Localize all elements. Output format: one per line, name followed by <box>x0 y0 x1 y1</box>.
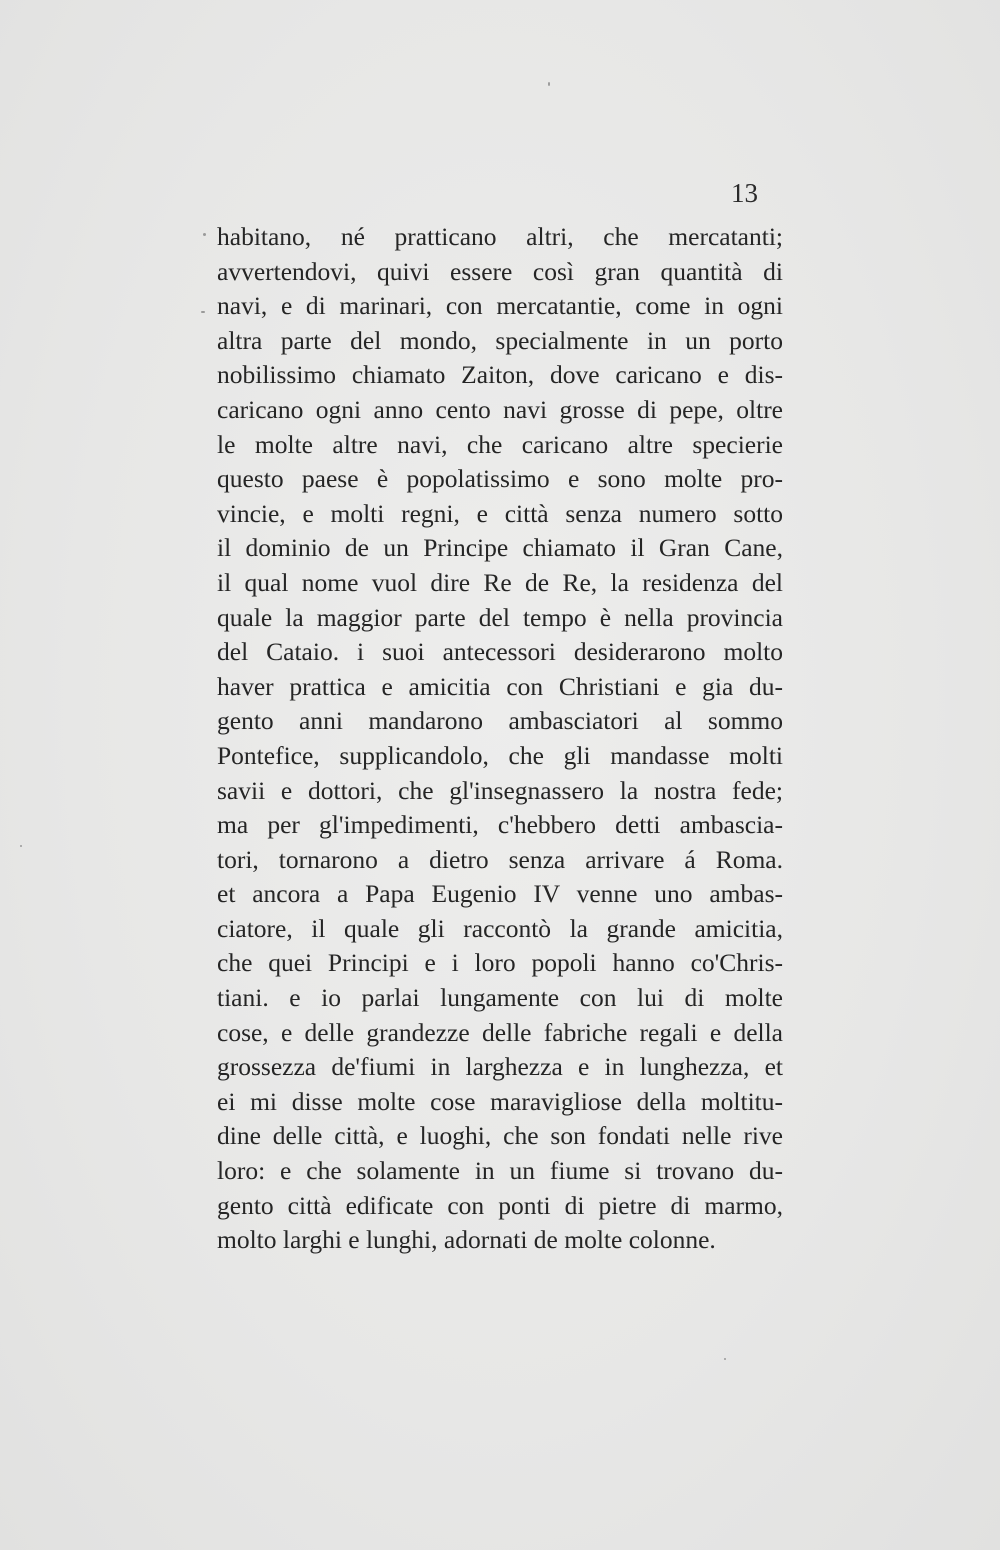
text-line: che quei Principi e i loro popoli hanno co'Chris- <box>217 948 783 978</box>
text-line: ei mi disse molte cose maravigliose della moltitu- <box>217 1086 783 1116</box>
text-line: et ancora a Papa Eugenio IV venne uno ambas- <box>217 879 783 909</box>
text-line: Pontefice, supplicandolo, che gli mandasse molti <box>217 740 783 770</box>
text-line: loro: e che solamente in un fiume si trovano du- <box>217 1156 783 1186</box>
page-number: 13 <box>731 178 758 208</box>
text-line: gento città edificate con ponti di pietre di marmo, <box>217 1190 783 1220</box>
text-line: quale la maggior parte del tempo è nella provincia <box>217 602 783 632</box>
text-line: nobilissimo chiamato Zaiton, dove caricano e dis- <box>217 360 783 390</box>
text-line: tiani. e io parlai lungamente con lui di molte <box>217 983 783 1013</box>
paper-speck <box>20 845 22 847</box>
text-line: dine delle città, e luoghi, che son fondati nelle rive <box>217 1121 783 1151</box>
text-line: caricano ogni anno cento navi grosse di pepe, oltre <box>217 394 783 424</box>
text-line: savii e dottori, che gl'insegnassero la nostra fede; <box>217 775 783 805</box>
text-line: avvertendovi, quivi essere così gran quantità di <box>217 256 783 286</box>
text-line: del Cataio. i suoi antecessori desiderarono molto <box>217 637 783 667</box>
text-line: ciatore, il quale gli raccontò la grande amicitia, <box>217 913 783 943</box>
text-line: haver prattica e amicitia con Christiani e gia du- <box>217 671 783 701</box>
text-line: gento anni mandarono ambasciatori al sommo <box>217 706 783 736</box>
text-line: grossezza de'fiumi in larghezza e in lunghezza, et <box>217 1052 783 1082</box>
text-line: ma per gl'impedimenti, c'hebbero detti ambascia- <box>217 810 783 840</box>
paper-speck <box>203 233 206 236</box>
text-line: altra parte del mondo, specialmente in un porto <box>217 325 783 355</box>
text-line: questo paese è popolatissimo e sono molte pro- <box>217 464 783 494</box>
body-text <box>217 220 783 1258</box>
text-line: tori, tornarono a dietro senza arrivare á Roma. <box>217 844 783 874</box>
text-line: vincie, e molti regni, e città senza numero sotto <box>217 498 783 528</box>
text-line: navi, e di marinari, con mercatantie, come in ogni <box>217 291 783 321</box>
text-line: il dominio de un Principe chiamato il Gran Cane, <box>217 533 783 563</box>
text-line: habitano, né pratticano altri, che mercatanti; <box>217 222 783 251</box>
text-line: il qual nome vuol dire Re de Re, la residenza del <box>217 567 783 597</box>
paper-speck <box>201 311 205 313</box>
text-line: molto larghi e lunghi, adornati de molte colonne. <box>217 1225 716 1255</box>
text-line: le molte altre navi, che caricano altre specierie <box>217 429 783 459</box>
paper-speck <box>548 82 550 86</box>
text-line: cose, e delle grandezze delle fabriche regali e della <box>217 1017 783 1047</box>
paper-speck <box>724 1358 726 1360</box>
